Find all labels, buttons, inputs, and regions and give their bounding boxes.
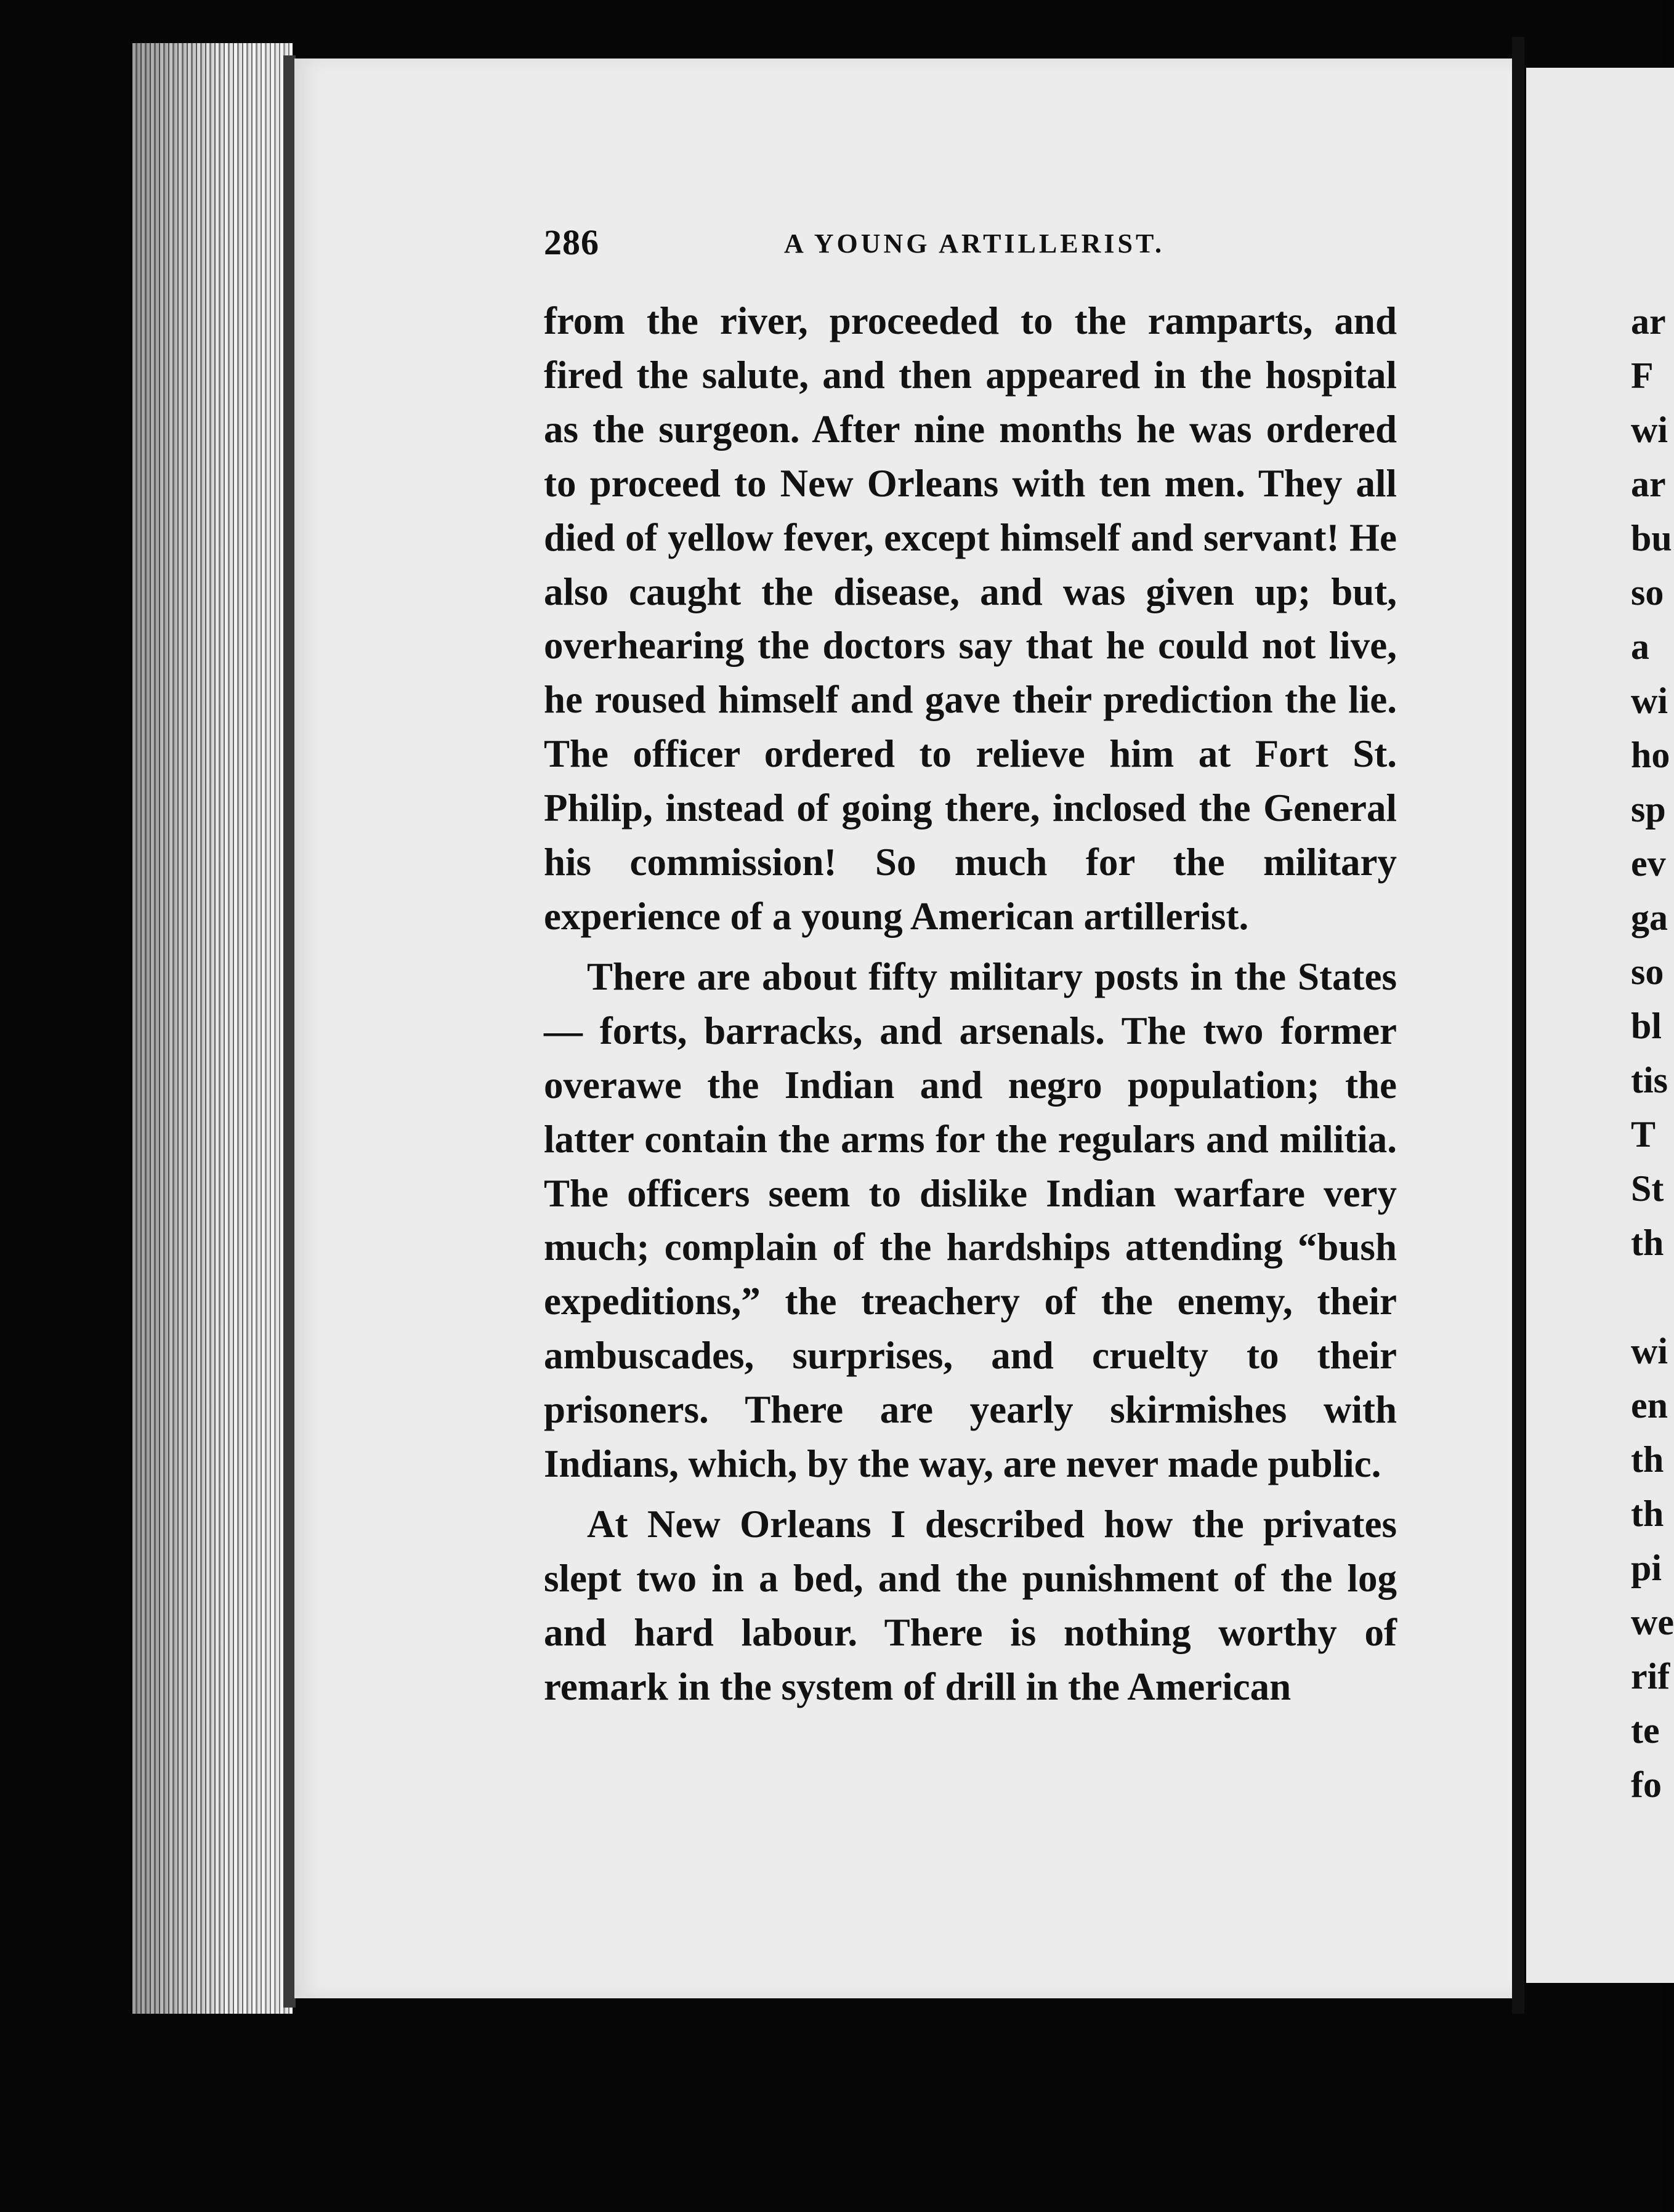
book-gutter (1512, 37, 1524, 2014)
page-edges (132, 43, 293, 2014)
facing-page-fragment: th (1631, 1439, 1664, 1480)
facing-page-fragment: tis (1631, 1060, 1668, 1100)
facing-page-fragment: rif (1631, 1656, 1670, 1697)
facing-page-fragment: fo (1631, 1764, 1662, 1805)
facing-page-fragment: en (1631, 1385, 1668, 1426)
facing-page-fragment: te (1631, 1710, 1660, 1751)
paragraph-3: At New Orleans I described how the privates slept two in a bed, and the punishment of the log and hard labour. There is nothing worthy of remark in the system of drill in the American (544, 1502, 1397, 1708)
page-number: 286 (544, 222, 599, 262)
facing-page-fragment: bl (1631, 1006, 1662, 1046)
facing-page-text (1631, 294, 1674, 1812)
facing-page-fragment: th (1631, 1493, 1664, 1534)
facing-page-fragment: wi (1631, 680, 1668, 721)
facing-page-fragment: St (1631, 1168, 1664, 1209)
facing-page-fragment: pi (1631, 1548, 1662, 1588)
page-edge-shadow (283, 55, 296, 2008)
facing-page-fragment: th (1631, 1222, 1664, 1263)
facing-page-fragment: wi (1631, 1331, 1668, 1371)
facing-page-fragment: sp (1631, 789, 1666, 830)
paragraph-1: from the river, proceeded to the ramparts, and fired the salute, and then appeared in the hospital as the surgeon. After nine months he was ordered to proceed to New Orleans with ten men. They all died of yellow fever, except himself and servant! He also caught the disease, and was given up; but, overhearing the doctors say that he could not live, he roused himself and gave their prediction the lie. The officer ordered to relieve him at Fort St. Philip, instead of going there, inclosed the General his commission! So much for the military experience of a young American artillerist. (544, 299, 1397, 938)
facing-page-fragment: ar (1631, 464, 1666, 504)
body-text (544, 294, 1397, 1714)
facing-page-fragment: ar (1631, 301, 1666, 342)
facing-page-fragment: F (1631, 355, 1654, 396)
running-title: A YOUNG ARTILLERIST. (784, 228, 1165, 259)
facing-page-fragment: ga (1631, 897, 1668, 938)
facing-page-fragment: ho (1631, 735, 1670, 775)
running-head (544, 222, 1397, 265)
facing-page-fragment (1631, 1270, 1668, 1324)
facing-page-fragment: so (1631, 951, 1664, 992)
facing-page-fragment: a (1631, 626, 1649, 667)
facing-page-fragment: T (1631, 1114, 1656, 1155)
facing-page-fragment: ev (1631, 843, 1666, 884)
facing-page-fragment: wi (1631, 410, 1668, 450)
facing-page-fragment: bu (1631, 518, 1672, 559)
paragraph-2: There are about fifty military posts in the States — forts, barracks, and arsenals. The two former overawe the Indian and negro population; the latter contain the arms for the regulars and militia. The officers seem to dislike Indian warfare very much; complain of the hardships attending “bush expeditions,” the treachery of the enemy, their ambuscades, surprises, and cruelty to their prisoners. There are yearly skirmishes with Indians, which, by the way, are never made public. (544, 955, 1397, 1486)
facing-page-fragment: so (1631, 572, 1664, 613)
facing-page-fragment: we (1631, 1602, 1674, 1642)
